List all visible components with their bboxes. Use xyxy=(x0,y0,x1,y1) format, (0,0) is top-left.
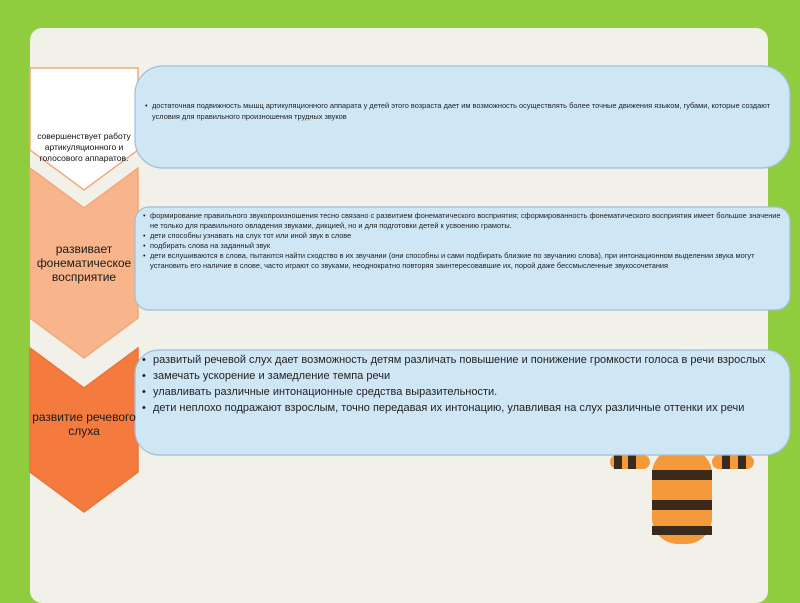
stage-1-label: совершенствует работу артикуляционного и голосового аппаратов. xyxy=(37,131,131,163)
chevron-stage-1 xyxy=(30,68,138,190)
detail-item: • замечать ускорение и замедление темпа речи xyxy=(142,370,787,383)
stage-2-label: развивает фонематическое восприятие xyxy=(36,242,132,284)
stage-3-label: развитие речевого слуха xyxy=(32,410,136,438)
stage-1-details xyxy=(145,100,785,122)
stage-3-details xyxy=(142,354,787,418)
detail-item: • улавливать различные интонационные средства выразительности. xyxy=(142,386,787,399)
detail-item: • дети способны узнавать на слух тот или иной звук в слове xyxy=(143,231,783,241)
detail-item: • достаточная подвижность мышц артикуляционного аппарата у детей этого возраста дает им возможность осуществлять более точные движения языком, губами, которые создают условия для правильного произношения трудных звуков xyxy=(145,100,785,122)
stage-2-details xyxy=(143,211,783,271)
detail-item: • дети вслушиваются в слова, пытаются найти сходство в их звучании (они способны и сами подбирать близкие по звучанию слова), при интонационном выделении звука могут установить его наличие в слове, часто играют со звуками, неоднократно повторяя заинтересовавшие их, порой даже бессмысленные звукосочетания xyxy=(143,251,783,271)
detail-item: • формирование правильного звукопроизношения тесно связано с развитием фонематического восприятия; сформированность фонематического восприятия имеет большое значение не только для правильного овладения звуками, дикцией, но и для подготовки детей к усвоению грамоты. xyxy=(143,211,783,231)
detail-item: • развитый речевой слух дает возможность детям различать повышение и понижение громкости голоса в речи взрослых xyxy=(142,354,787,367)
detail-item: • подбирать слова на заданный звук xyxy=(143,241,783,251)
detail-item: • дети неплохо подражают взрослым, точно передавая их интонацию, улавливая на слух различные оттенки их речи xyxy=(142,402,787,415)
